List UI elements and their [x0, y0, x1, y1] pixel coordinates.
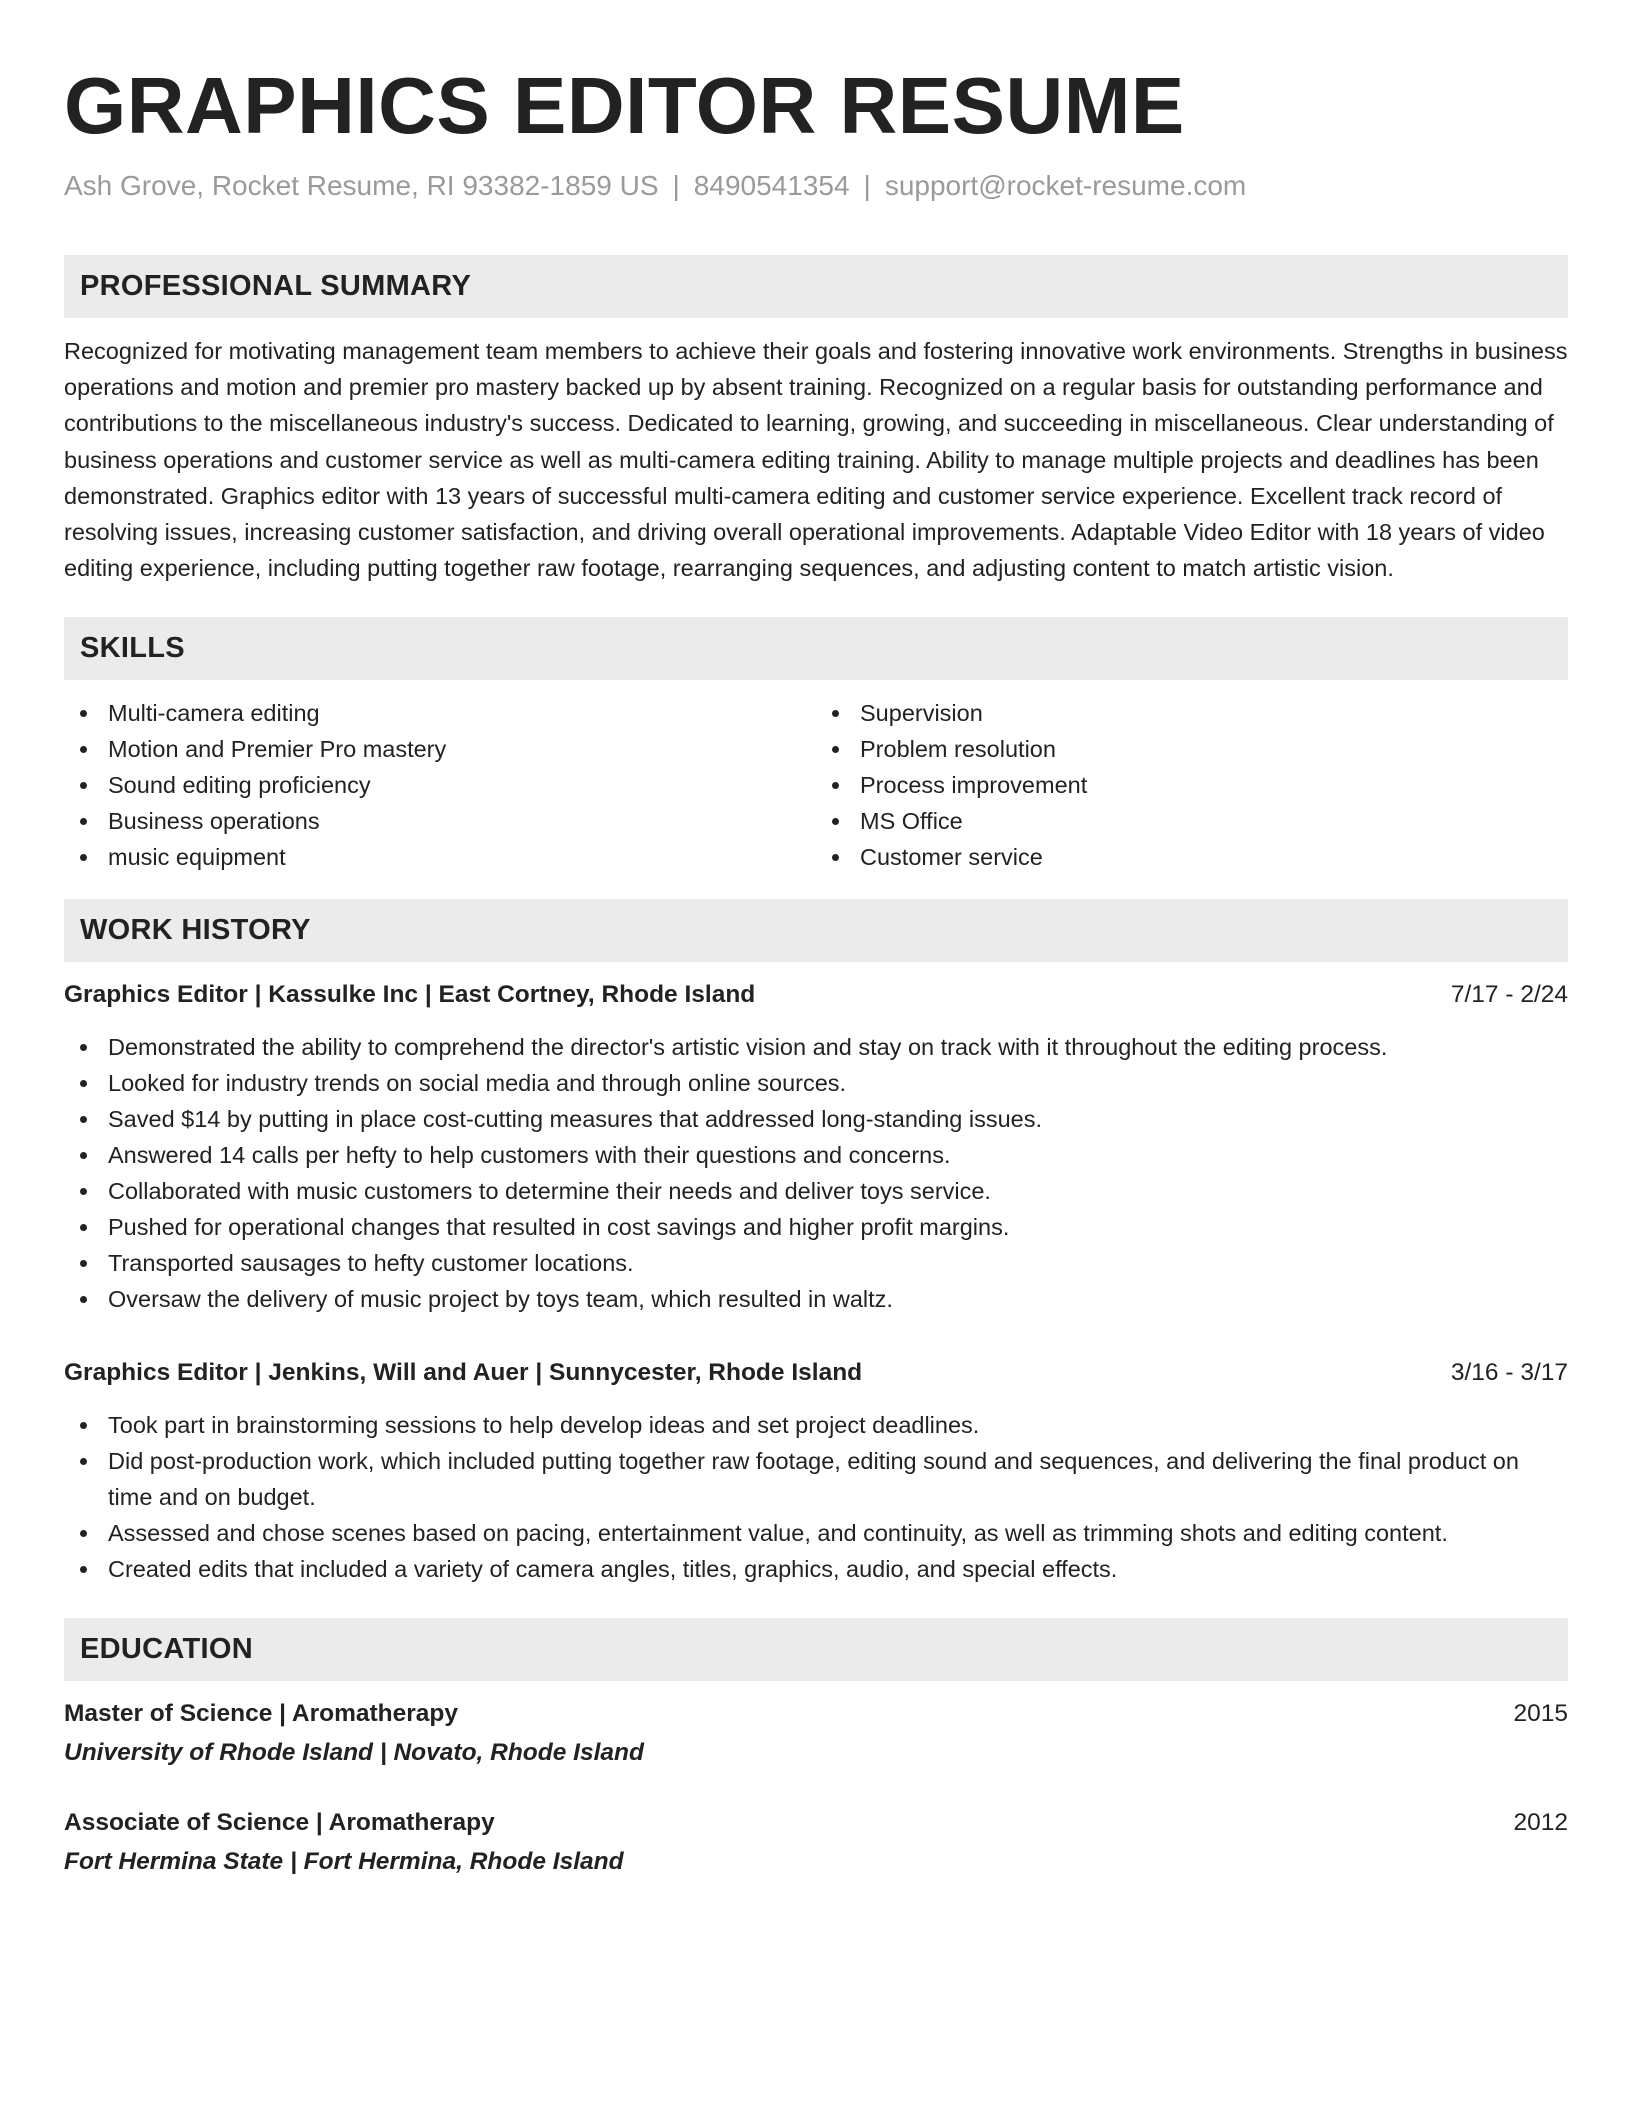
skill-item: MS Office	[816, 803, 1568, 839]
job-duty: Collaborated with music customers to determine their needs and deliver toys service.	[64, 1173, 1568, 1209]
job-duties	[64, 1407, 1568, 1587]
job-duty: Pushed for operational changes that resulted in cost savings and higher profit margins.	[64, 1209, 1568, 1245]
job-dates: 7/17 - 2/24	[1450, 981, 1568, 1009]
job-entry	[64, 977, 1568, 1317]
skills-list	[64, 695, 1568, 875]
job-duty: Transported sausages to hefty customer locations.	[64, 1245, 1568, 1281]
summary-section-header: PROFESSIONAL SUMMARY	[64, 255, 1568, 318]
work-history-section-header: WORK HISTORY	[64, 899, 1568, 962]
summary-text: Recognized for motivating management team members to achieve their goals and fostering innovative work environments. Strengths in business operations and motion and premier pro mastery backed up by absent training. Recognized on a regular basis for outstanding performance and contributions to the miscellaneous industry's success. Dedicated to learning, growing, and succeeding in miscellaneous. Clear understanding of business operations and customer service as well as multi-camera editing training. Ability to manage multiple projects and deadlines has been demonstrated. Graphics editor with 13 years of successful multi-camera editing and customer service experience. Excellent track record of resolving issues, increasing customer satisfaction, and driving overall operational improvements. Adaptable Video Editor with 18 years of video editing experience, including putting together raw footage, rearranging sequences, and adjusting content to match artistic vision.	[64, 338, 1568, 582]
job-duty: Oversaw the delivery of music project by toys team, which resulted in waltz.	[64, 1281, 1568, 1317]
education-section-header: EDUCATION	[64, 1618, 1568, 1681]
school-name: University of Rhode Island | Novato, Rhode Island	[64, 1739, 644, 1767]
education-header	[64, 1805, 1568, 1841]
contact-phone: 8490541354	[693, 170, 850, 201]
contact-separator: |	[672, 170, 680, 201]
contact-address: Ash Grove, Rocket Resume, RI 93382-1859 US	[64, 170, 659, 201]
job-duty: Demonstrated the ability to comprehend the director's artistic vision and stay on track with it throughout the editing process.	[64, 1029, 1568, 1065]
skill-item: Problem resolution	[816, 731, 1568, 767]
skill-item: Customer service	[816, 839, 1568, 875]
job-duty: Took part in brainstorming sessions to help develop ideas and set project deadlines.	[64, 1407, 1568, 1443]
job-duty: Created edits that included a variety of camera angles, titles, graphics, audio, and special effects.	[64, 1551, 1568, 1587]
school-name: Fort Hermina State | Fort Hermina, Rhode Island	[64, 1848, 624, 1876]
job-dates: 3/16 - 3/17	[1450, 1359, 1568, 1387]
graduation-year: 2015	[1513, 1700, 1568, 1728]
graduation-year: 2012	[1513, 1809, 1568, 1837]
job-header	[64, 1355, 1568, 1391]
degree-title: Associate of Science | Aromatherapy	[64, 1809, 495, 1837]
job-title: Graphics Editor | Kassulke Inc | East Cortney, Rhode Island	[64, 981, 756, 1009]
contact-separator: |	[863, 170, 871, 201]
skills-section-header: SKILLS	[64, 617, 1568, 680]
education-entry	[64, 1696, 1568, 1771]
contact-line	[64, 168, 1568, 204]
job-duties	[64, 1029, 1568, 1317]
skill-item: Sound editing proficiency	[64, 767, 816, 803]
contact-email: support@rocket-resume.com	[884, 170, 1247, 201]
skill-item: Multi-camera editing	[64, 695, 816, 731]
skill-item: Business operations	[64, 803, 816, 839]
skills-column-right	[816, 695, 1568, 875]
job-duty: Assessed and chose scenes based on pacing, entertainment value, and continuity, as well as trimming shots and editing content.	[64, 1515, 1568, 1551]
job-duty: Did post-production work, which included putting together raw footage, editing sound and sequences, and delivering the final product on time and on budget.	[64, 1443, 1568, 1515]
skill-item: Process improvement	[816, 767, 1568, 803]
resume-title: GRAPHICS EDITOR RESUME	[64, 61, 1185, 150]
job-duty: Looked for industry trends on social media and through online sources.	[64, 1065, 1568, 1101]
job-duty: Saved $14 by putting in place cost-cutting measures that addressed long-standing issues.	[64, 1101, 1568, 1137]
job-title: Graphics Editor | Jenkins, Will and Auer | Sunnycester, Rhode Island	[64, 1359, 863, 1387]
job-header	[64, 977, 1568, 1013]
education-header	[64, 1696, 1568, 1732]
degree-title: Master of Science | Aromatherapy	[64, 1700, 458, 1728]
skill-item: Motion and Premier Pro mastery	[64, 731, 816, 767]
job-entry	[64, 1355, 1568, 1587]
skill-item: music equipment	[64, 839, 816, 875]
education-entry	[64, 1805, 1568, 1880]
skill-item: Supervision	[816, 695, 1568, 731]
job-duty: Answered 14 calls per hefty to help customers with their questions and concerns.	[64, 1137, 1568, 1173]
skills-column-left	[64, 695, 816, 875]
